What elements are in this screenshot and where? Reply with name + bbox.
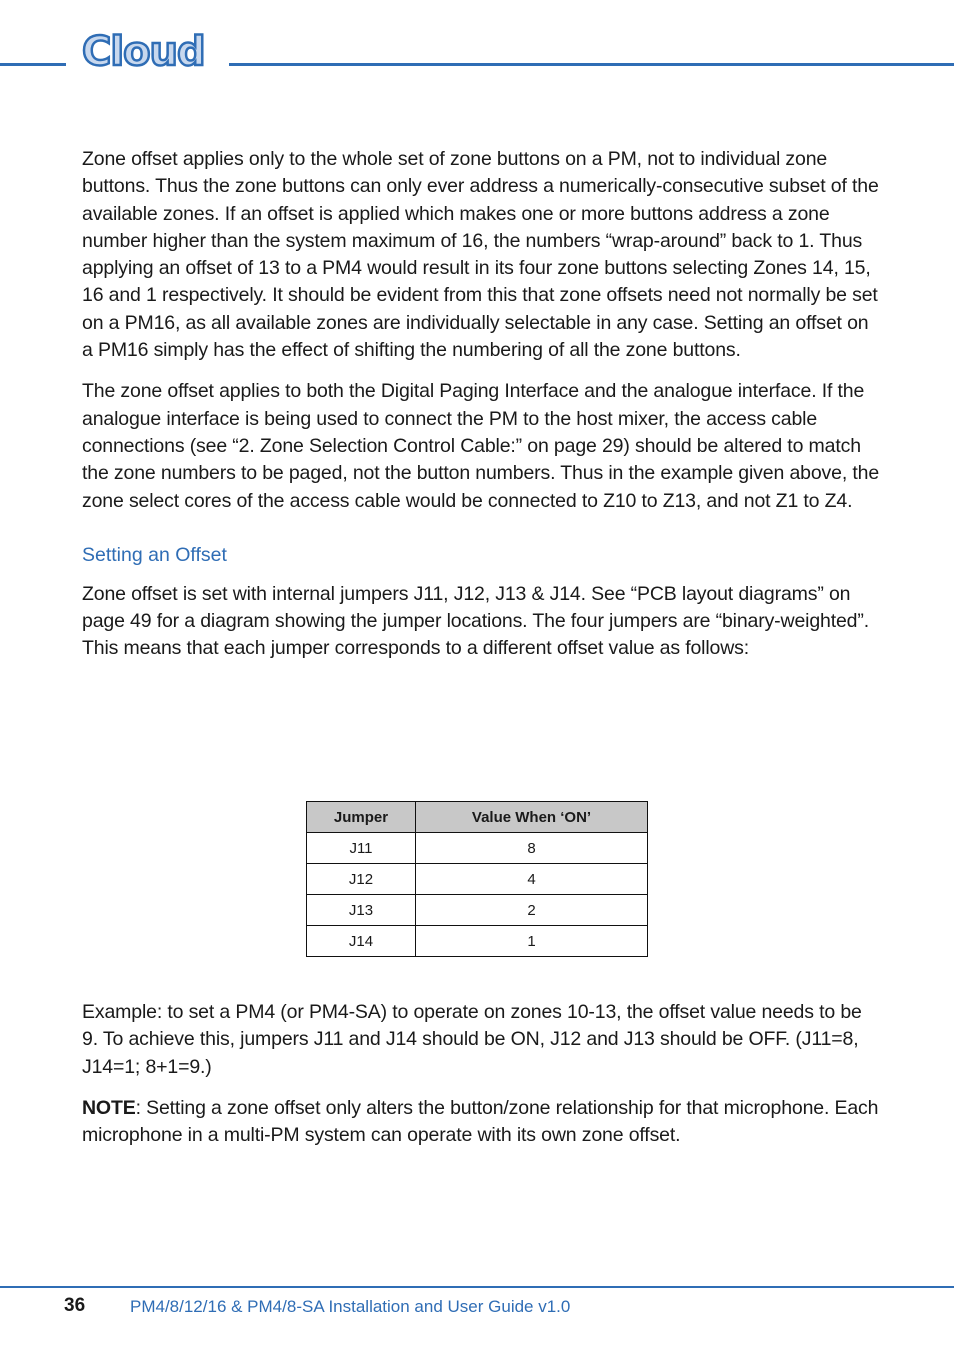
paragraph-setting-offset: Zone offset is set with internal jumpers J11, J12, J13 & J14. See “PCB layout diagrams” on page 49 for a diagram showing the jumper locations. The four jumpers are “binary-weighted”. This means that each jumper corresponds to a different offset value as follows: [82,582,869,660]
page-number: 36 [64,1295,86,1316]
table-row [307,864,648,895]
table-row [307,926,648,957]
note-label: NOTE [82,1096,136,1119]
cell-value: 2 [416,895,648,926]
note-text: : Setting a zone offset only alters the button/zone relationship for that microphone. Each microphone in a multi-PM system can operate with its own zone offset. [82,1096,879,1147]
jumper-table [306,801,648,957]
cell-jumper: J13 [307,895,416,926]
header-value: Value When ‘ON’ [416,802,648,833]
jumper-table-container [306,801,648,957]
section-heading: Setting an Offset [82,543,227,566]
cell-jumper: J12 [307,864,416,895]
paragraph-note [82,1095,882,1150]
logo-text: Cloud [82,29,205,75]
cell-jumper: J11 [307,833,416,864]
header-rule-right [229,63,954,66]
header-jumper: Jumper [307,802,416,833]
cell-value: 8 [416,833,648,864]
header-rule-left [0,63,66,66]
lower-content [82,999,882,1163]
table-row [307,895,648,926]
footer-title: PM4/8/12/16 & PM4/8-SA Installation and User Guide v1.0 [130,1297,571,1316]
paragraph-analogue-interface: The zone offset applies to both the Digital Paging Interface and the analogue interface. If the analogue interface is being used to connect the PM to the host mixer, the access cable connections (see “2. Zone Selection Control Cable:” on page 29) should be altered to match the zone numbers to be paged, not the button numbers. Thus in the example given above, the zone select cores of the access cable would be connected to Z10 to Z13, and not Z1 to Z4. [82,380,880,512]
table-header-row [307,802,648,833]
cell-jumper: J14 [307,926,416,957]
paragraph-example: Example: to set a PM4 (or PM4-SA) to operate on zones 10-13, the offset value needs to be 9. To achieve this, jumpers J11 and J14 should be ON, J12 and J13 should be OFF. (J11=8, J14=1; 8+1=9.) [82,1001,862,1078]
main-content [82,146,882,677]
footer-rule [0,1286,954,1288]
table-row [307,833,648,864]
paragraph-zone-offset: Zone offset applies only to the whole set of zone buttons on a PM, not to individual zone buttons. Thus the zone buttons can only ever address a numerically-consecutive subset of the available zones. If an offset is applied which makes one or more buttons address a zone number higher than the system maximum of 16, the numbers “wrap-around” back to 1. Thus applying an offset of 13 to a PM4 would result in its four zone buttons selecting Zones 14, 15, 16 and 1 respectively. It should be evident from this that zone offsets need not normally be set on a PM16, as all available zones are individually selectable in any case. Setting an offset on a PM16 simply has the effect of shifting the numbering of all the zone buttons. [82,148,879,362]
cell-value: 1 [416,926,648,957]
cell-value: 4 [416,864,648,895]
cloud-logo [80,27,220,75]
